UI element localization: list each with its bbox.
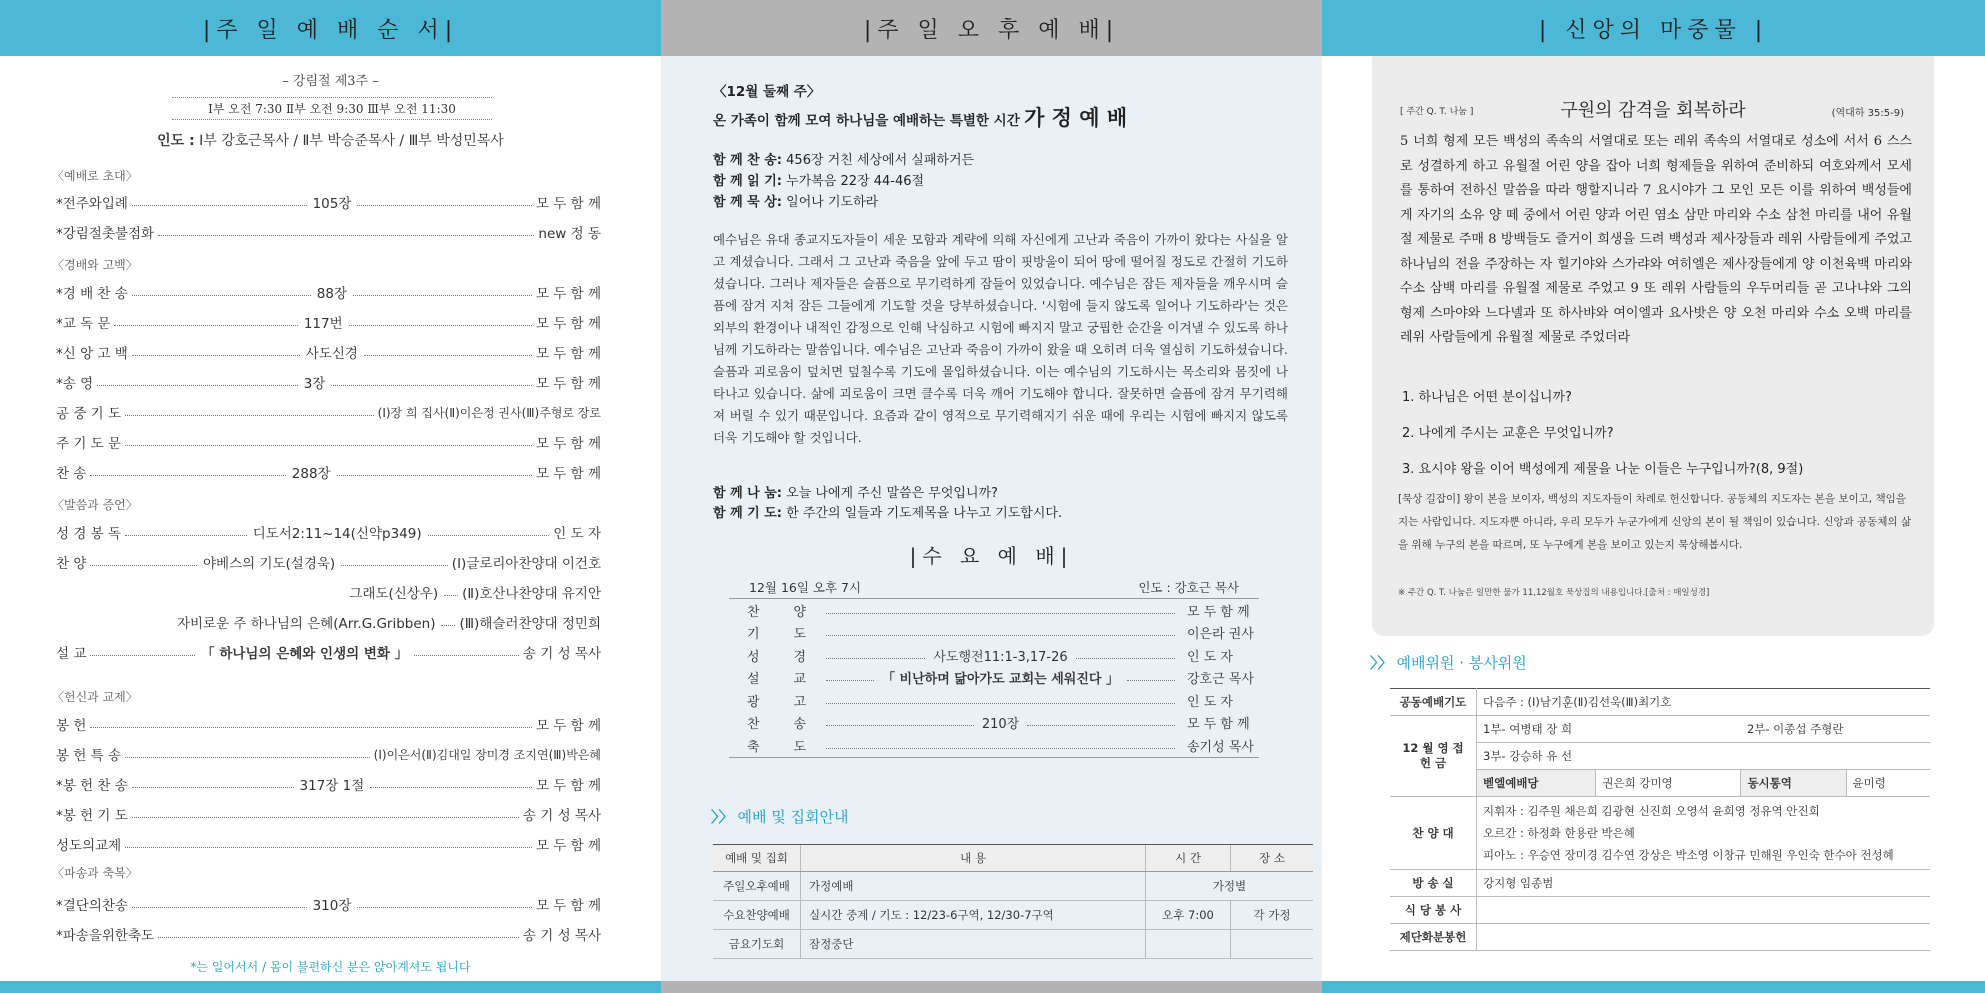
leader-dots — [97, 385, 298, 386]
leader-dots — [1076, 658, 1175, 659]
wednesday-item-label: 찬양 — [747, 604, 841, 620]
meditation-guide: [묵상 길잡이] 왕이 본을 보이자, 백성의 지도자들이 차례로 헌신합니다. 공동체의 지도자는 본을 보이고, 책임을 지는 사람입니다. 지도자뿐 아니라, 우리 모두가 누군가에게 신앙의 본이 될 책임이 있습니다. 신앙과 공동체의 삶을 위해 누구의 본을 따르며, 또 누구에게 본을 보이고 있는지 묵상해봅시다. — [1398, 493, 1912, 551]
info-cell: 실시간 중계 / 기도 : 12/23-6구역, 12/30-7구역 — [801, 901, 1146, 930]
wednesday-item-detail: 210장 — [981, 717, 1020, 733]
advent-subtitle: – 강림절 제3주 – — [282, 74, 379, 89]
table-row — [713, 901, 1313, 930]
order-item-person: (Ⅱ)호산나찬양대 유지안 — [462, 586, 601, 602]
row-label: 제단화분봉헌 — [1390, 924, 1477, 951]
order-item-person: 송 기 성 목사 — [522, 928, 601, 944]
leader-dots — [826, 725, 974, 726]
wednesday-item-person: 모 두 함 께 — [1187, 604, 1250, 620]
leader-label: 인도 : — [157, 133, 195, 149]
leader-dots — [826, 680, 874, 681]
hymn-label: 함 께 찬 송: — [713, 153, 783, 168]
wednesday-order — [729, 576, 1259, 758]
wednesday-item-detail: 「 비난하며 닮아가도 교회는 세워진다 」 — [882, 672, 1119, 688]
sermon-paragraph: 예수님은 유대 종교지도자들이 세운 모함과 계략에 의해 자신에게 고난과 죽음이 가까이 왔다는 사실을 알고 계셨습니다. 그래서 그 고난과 죽음을 앞에 두고 땀이 핏방울이 되어 땅에 떨어질 정도로 간절히 기도하셨습니다. 그러나 제자들은 슬픔으로 무기력하게 잠들어 있었습니다. 예수님은 잠든 제자들을 깨우시며 슬픔에 잠겨 지쳐 잠든 그들에게 기도할 것을 당부하셨습니다. '시험에 들지 않도록 일어나 기도하라'는 것은 외부의 환경이나 내적인 감정으로 인해 낙심하고 시험에 빠지지 말고 궁핍한 순간을 이겨낼 수 있도록 하나님께 기도하라는 말씀입니다. 예수님은 고난과 죽음이 가까이 왔을 때 오히려 더욱 열심히 기도하셨습니다. 슬픔과 괴로움이 덮치면 덮칠수록 기도에 몰입하셨습니다. 이는 예수님의 기도하시는 목소리와 몸짓에 나타나고 있습니다. 삶에 괴로움이 크면 클수록 더욱 깨어 기도해야 합니다. 잘못하면 슬픔에 잠겨 무기력해져 버릴 수 있기 때문입니다. 요즘과 같이 영적으로 무기력해지기 쉬운 때에 우리는 시험에 빠지지 않도록 더욱 기도해야 할 것입니다. — [713, 232, 1288, 445]
order-item — [56, 804, 601, 824]
leader-dots — [132, 295, 311, 296]
qt-reference: (역대하 35:5-9) — [1831, 108, 1904, 119]
order-item-detail: 3장 — [303, 376, 326, 392]
leader-dots — [125, 535, 247, 536]
order-item — [56, 402, 601, 422]
order-item-label: 공 중 기 도 — [56, 406, 122, 422]
faith-header: | 신앙의 마중물 | — [1322, 0, 1985, 56]
order-item-label: 성 경 봉 독 — [56, 526, 122, 542]
share-lines — [713, 484, 1062, 524]
row-sublabel: 동시통역 — [1741, 770, 1846, 797]
choir-piano: 피아노 : 우승연 장미경 김수연 강상은 박소영 이창규 민해원 우인숙 한수아 전성혜 — [1483, 848, 1894, 862]
order-item-person: new 정 동 — [538, 226, 601, 242]
order-item-person: 모 두 함 께 — [535, 898, 602, 914]
order-item — [56, 282, 601, 302]
meditate-label: 함 께 묵 상: — [713, 195, 783, 210]
service-times: Ⅰ부 오전 7:30 Ⅱ부 오전 9:30 Ⅲ부 오전 11:30 — [172, 97, 492, 120]
section-label: 〈발씀과 증언〉 — [52, 498, 138, 512]
order-item — [56, 744, 601, 764]
row-value: 다음주 : (Ⅰ)남기훈(Ⅱ)김선욱(Ⅲ)최기호 — [1477, 689, 1931, 716]
worship-order-column — [0, 0, 661, 993]
choir-cell — [1477, 797, 1931, 870]
order-item-person: 인 도 자 — [553, 526, 601, 542]
afternoon-service-column — [661, 0, 1322, 993]
table-row — [1390, 689, 1930, 716]
order-item-label: 설 교 — [56, 646, 87, 662]
order-item — [56, 552, 601, 572]
info-cell: 가정예배 — [801, 872, 1146, 901]
qt-title: 구원의 감격을 회복하라 — [1560, 100, 1746, 121]
order-item — [0, 612, 601, 632]
wednesday-item-label: 축도 — [747, 739, 841, 755]
wednesday-item-person: 인 도 자 — [1187, 694, 1233, 710]
order-item — [56, 372, 601, 392]
order-item-person: 모 두 함 께 — [535, 838, 601, 854]
leader-dots — [1027, 725, 1175, 726]
choir-conductors: 지휘자 : 김주원 채은희 김광현 신진희 오영석 윤희영 정유역 안진희 — [1483, 804, 1820, 818]
leader-dots — [826, 703, 1175, 704]
read-value: 누가복음 22장 44-46절 — [786, 174, 925, 189]
order-item-label: *송 영 — [56, 376, 94, 392]
order-item — [56, 924, 601, 944]
leader-dots — [337, 475, 532, 476]
leader-dots — [357, 907, 532, 908]
order-item-person: 모 두 함 께 — [535, 346, 602, 362]
leader-dots — [132, 907, 307, 908]
info-cell: 잠정중단 — [801, 930, 1146, 959]
info-cell — [1231, 930, 1314, 959]
order-item-detail: 자비로운 주 하나님의 은혜(Arr.G.Gribben) — [176, 616, 436, 632]
leader-dots — [444, 595, 458, 596]
info-header-cell: 내 용 — [801, 845, 1146, 872]
wednesday-item-label: 설교 — [747, 672, 841, 688]
order-item-detail: 310장 — [312, 898, 352, 914]
order-item-label: *파송을위한축도 — [56, 928, 155, 944]
wednesday-leader: 인도 : 강호근 목사 — [1138, 580, 1239, 595]
wednesday-item — [729, 622, 1259, 645]
leader-dots — [364, 355, 532, 356]
order-item-label: 봉 헌 특 송 — [56, 748, 122, 764]
order-item-label: *신 앙 고 백 — [56, 346, 128, 362]
order-item — [56, 834, 601, 854]
info-title — [711, 806, 848, 827]
leader-dots — [158, 937, 519, 938]
leader-dots — [826, 635, 1175, 636]
scripture-text: 5 너희 형제 모든 백성의 족속의 서열대로 또는 레위 족속의 서열대로 성소에 서서 6 스스로 성결하게 하고 유월절 어린 양을 잡아 너희 형제들을 위하여 준비하되 여호와께서 모세를 통하여 전하신 말씀을 따라 행할지니라 7 요시야가 그 모인 모든 이를 위하여 백성들에게 자기의 소유 양 떼 중에서 어린 양과 어린 염소 삼만 마리와 수소 삼천 마리를 내어 유월절 제물로 주매 8 방백들도 즐거이 희생을 드려 백성과 제사장들과 레위 사람들에게 주었고 하나님의 전을 주장하는 자 힐기야와 스가랴와 여히엘은 제사장들에게 양 이천육백 마리와 수소 삼백 마리를 유월절 제물로 주었고 9 또 레위 사람들의 우두머리들 곧 고나냐와 그의 형제 스마야와 느다넬과 또 하사뱌와 여이엘과 요사밧은 양 오천 마리와 수소 오백 마리를 레위 사람들에게 유월절 제물로 주었더라 — [1400, 134, 1912, 345]
order-item-label: *결단의찬송 — [56, 898, 128, 914]
order-item — [56, 774, 601, 794]
order-item — [56, 342, 601, 362]
order-item-detail: 117번 — [303, 316, 343, 332]
order-item-label: 성도의교제 — [56, 838, 122, 854]
info-header-cell: 시 간 — [1146, 845, 1231, 872]
leader-dots — [341, 565, 448, 566]
section-label: 〈예배로 초대〉 — [52, 169, 138, 183]
leader-dots — [114, 325, 297, 326]
afternoon-header: |주 일 오 후 예 배| — [661, 0, 1322, 56]
order-item-person: (Ⅰ)글로리아찬양대 이건호 — [451, 556, 602, 572]
leader-dots — [826, 658, 925, 659]
table-row — [1390, 797, 1930, 870]
leader-dots — [132, 355, 300, 356]
leader-dots — [370, 787, 532, 788]
standing-note: *는 일어서서 / 몸이 불편하신 분은 앉아계셔도 됩니다 — [190, 960, 471, 974]
order-item-label: 주 기 도 문 — [56, 436, 122, 452]
order-item-person: 모 두 함 께 — [535, 718, 601, 734]
leader-dots — [357, 205, 532, 206]
wednesday-item — [729, 689, 1259, 712]
wednesday-date: 12월 16일 오후 7시 — [749, 580, 862, 595]
order-item-detail: 야베스의 기도(설경욱) — [202, 556, 336, 572]
row-label: 공동예배기도 — [1390, 689, 1477, 716]
order-item-detail: 317장 1절 — [299, 778, 365, 794]
info-table — [713, 844, 1313, 959]
intro-text: 온 가족이 함께 모여 하나님을 예배하는 특별한 시간 — [713, 113, 1020, 129]
info-cell: 각 가정 — [1231, 901, 1314, 930]
pray-value: 한 주간의 일들과 기도제목을 나누고 기도합시다. — [786, 506, 1063, 521]
info-cell: 오후 7:00 — [1146, 901, 1231, 930]
wednesday-item-person: 송기성 목사 — [1187, 739, 1254, 755]
row-value: 권은희 강미영 — [1596, 770, 1741, 797]
leader-dots — [125, 757, 370, 758]
leader-dots — [125, 445, 532, 446]
info-header-cell: 예배 및 집회 — [713, 845, 801, 872]
table-row — [1390, 897, 1930, 924]
question-2: 2. 나에게 주시는 교훈은 무엇입니까? — [1402, 426, 1614, 441]
info-header-cell: 장 소 — [1231, 845, 1314, 872]
order-item-label: *봉 헌 찬 송 — [56, 778, 128, 794]
info-title-text: 예배 및 집회안내 — [737, 808, 849, 826]
wednesday-item-label: 기도 — [747, 627, 841, 643]
wednesday-item — [729, 599, 1259, 622]
volunteer-title-text: 예배위원 · 봉사위원 — [1396, 654, 1527, 672]
wednesday-item-person: 인 도 자 — [1187, 649, 1233, 665]
order-item-detail: 사도신경 — [305, 346, 358, 362]
family-worship-title: 가 정 예 배 — [1024, 106, 1128, 130]
family-worship-lines — [713, 150, 974, 213]
hymn-value: 456장 거친 세상에서 실패하거든 — [786, 153, 975, 168]
table-row — [1390, 870, 1930, 897]
row-label: 찬 양 대 — [1390, 797, 1477, 870]
order-item-label: 찬 송 — [56, 466, 87, 482]
qt-footnote: ※ 주간 Q. T. 나눔은 일만한 물가 11,12월호 묵상집의 내용입니다.[출처 : 매일성경] — [1398, 588, 1710, 598]
table-row — [1390, 716, 1930, 743]
footer-bar — [1322, 981, 1985, 993]
order-item-label: *경 배 찬 송 — [56, 286, 128, 302]
order-item-person: (Ⅰ)장 희 집사(Ⅱ)이은정 권사(Ⅲ)주형로 장로 — [377, 405, 601, 420]
order-item — [56, 714, 601, 734]
order-item — [56, 462, 601, 482]
leader-dots — [349, 325, 532, 326]
question-3: 3. 요시야 왕을 이어 백성에게 제물을 나눈 이들은 누구입니까?(8, 9절) — [1402, 462, 1804, 477]
order-item — [56, 432, 601, 452]
week-label: 〈12월 둘째 주〉 — [713, 84, 821, 100]
table-row — [1390, 924, 1930, 951]
wednesday-item-person: 강호근 목사 — [1187, 672, 1254, 688]
leader-dots — [132, 787, 294, 788]
leader-dots — [826, 613, 1175, 614]
order-item-detail: 288장 — [291, 466, 331, 482]
row-label: 식 당 봉 사 — [1390, 897, 1477, 924]
wednesday-item — [729, 644, 1259, 667]
worship-order-header: |주 일 예 배 순 서| — [0, 0, 661, 56]
info-cell: 수요찬양예배 — [713, 901, 801, 930]
leader-dots — [90, 565, 197, 566]
read-label: 함 께 읽 기: — [713, 174, 783, 189]
order-item-detail: 88장 — [316, 286, 347, 302]
wednesday-item-person: 모 두 함 께 — [1187, 717, 1250, 733]
order-item-detail: 「 하나님의 은혜와 인생의 변화 」 — [201, 646, 409, 662]
leader-dots — [158, 235, 534, 236]
chevron-right-icon: 〉〉 — [711, 808, 734, 826]
order-item-detail: 105장 — [312, 196, 352, 212]
order-item — [56, 642, 601, 662]
order-item — [56, 894, 601, 914]
leader-dots — [441, 625, 455, 626]
order-item-person: (Ⅲ)해슬러찬양대 정민희 — [459, 616, 601, 632]
share-label: 함 께 나 눔: — [713, 486, 783, 501]
row-sublabel: 벧엘예배당 — [1477, 770, 1596, 797]
question-1: 1. 하나님은 어떤 분이십니까? — [1402, 390, 1572, 405]
share-value: 오늘 나에게 주신 말씀은 무엇입니까? — [786, 486, 998, 501]
wednesday-item — [729, 712, 1259, 735]
info-cell: 금요기도회 — [713, 930, 801, 959]
wednesday-item-label: 광고 — [747, 694, 841, 710]
order-item-person: 모 두 함 께 — [535, 196, 602, 212]
family-worship-intro — [713, 80, 1293, 132]
order-item-person: 송 기 성 목사 — [522, 808, 601, 824]
row-value: 강지형 임종범 — [1477, 870, 1931, 897]
leader-dots — [353, 295, 532, 296]
pray-label: 함 께 기 도: — [713, 506, 783, 521]
chevron-right-icon: 〉〉 — [1370, 654, 1393, 672]
section-label: 〈파송과 축복〉 — [52, 866, 138, 880]
order-item-person: 송 기 성 목사 — [522, 646, 601, 662]
order-item-label: 찬 양 — [56, 556, 87, 572]
info-cell: 가정별 — [1146, 872, 1314, 901]
wednesday-item-label: 찬송 — [747, 717, 841, 733]
order-item — [56, 222, 601, 242]
wednesday-item — [729, 667, 1259, 690]
row-value — [1477, 897, 1931, 924]
leader-dots — [90, 727, 532, 728]
order-item-label: *전주와입례 — [56, 196, 128, 212]
row-value: 2부- 이종섭 주형란 — [1741, 716, 1930, 743]
row-value: 3부- 강승하 유 선 — [1477, 743, 1931, 770]
wednesday-item-person: 이은라 권사 — [1187, 627, 1254, 643]
faith-column — [1322, 0, 1985, 993]
order-item-label: 봉 헌 — [56, 718, 87, 734]
leader-dots — [90, 475, 285, 476]
order-item-detail: 그래도(신상우) — [349, 586, 439, 602]
leader-dots — [125, 415, 374, 416]
row-label: 방 송 실 — [1390, 870, 1477, 897]
leader-dots — [125, 847, 532, 848]
table-row — [713, 930, 1313, 959]
section-label: 〈헌신과 교제〉 — [52, 690, 138, 704]
leader-dots — [428, 535, 550, 536]
order-item-detail: 디도서2:11~14(신약p349) — [252, 526, 422, 542]
qt-box — [1372, 56, 1934, 636]
leader-dots — [1127, 680, 1175, 681]
footer-bar — [0, 981, 661, 993]
volunteer-table — [1390, 688, 1930, 951]
leader-dots — [826, 748, 1175, 749]
order-item — [56, 312, 601, 332]
wednesday-header: |수 요 예 배| — [909, 544, 1074, 568]
footer-bar — [661, 981, 1322, 993]
leader-dots — [90, 655, 195, 656]
choir-organ: 오르간 : 하정화 한용란 박은혜 — [1483, 826, 1635, 840]
row-value: 윤미령 — [1846, 770, 1930, 797]
order-item — [56, 192, 601, 212]
wednesday-top — [729, 576, 1259, 599]
leader-names: Ⅰ부 강호근목사 / Ⅱ부 박승준목사 / Ⅲ부 박성민목사 — [199, 133, 504, 149]
section-label: 〈경배와 고백〉 — [52, 258, 138, 272]
order-item-person: 모 두 함 께 — [535, 778, 602, 794]
order-item-person: 모 두 함 께 — [535, 316, 602, 332]
qt-tag: [ 주간 Q. T. 나눔 ] — [1400, 107, 1474, 117]
info-cell — [1146, 930, 1231, 959]
row-value — [1477, 924, 1931, 951]
meditate-value: 일어나 기도하라 — [786, 195, 879, 210]
info-cell: 주일오후예배 — [713, 872, 801, 901]
leader-dots — [132, 205, 307, 206]
leader-dots — [132, 817, 519, 818]
wednesday-item — [729, 734, 1259, 757]
order-item-person: (Ⅰ)이은서(Ⅱ)김대일 장미경 조지연(Ⅲ)박은혜 — [373, 747, 601, 762]
order-item-person: 모 두 함 께 — [535, 286, 602, 302]
volunteer-title — [1370, 652, 1527, 673]
order-item-label: *강림절촛불점화 — [56, 226, 155, 242]
leaders-line — [0, 130, 661, 150]
wednesday-item-detail: 사도행전11:1-3,17-26 — [933, 649, 1068, 665]
table-row — [713, 872, 1313, 901]
order-item — [0, 582, 601, 602]
leader-dots — [331, 385, 532, 386]
order-item — [56, 522, 601, 542]
order-item-label: *봉 헌 기 도 — [56, 808, 128, 824]
order-item-person: 모 두 함 께 — [535, 436, 601, 452]
row-value: 1부- 여병태 장 희 — [1477, 716, 1741, 743]
leader-dots — [414, 655, 519, 656]
row-label: 12 월 영 접 헌 금 — [1390, 716, 1477, 797]
wednesday-item-label: 성경 — [747, 649, 841, 665]
order-item-person: 모 두 함 께 — [535, 376, 601, 392]
order-item-label: *교 독 문 — [56, 316, 111, 332]
order-item-person: 모 두 함 께 — [535, 466, 602, 482]
